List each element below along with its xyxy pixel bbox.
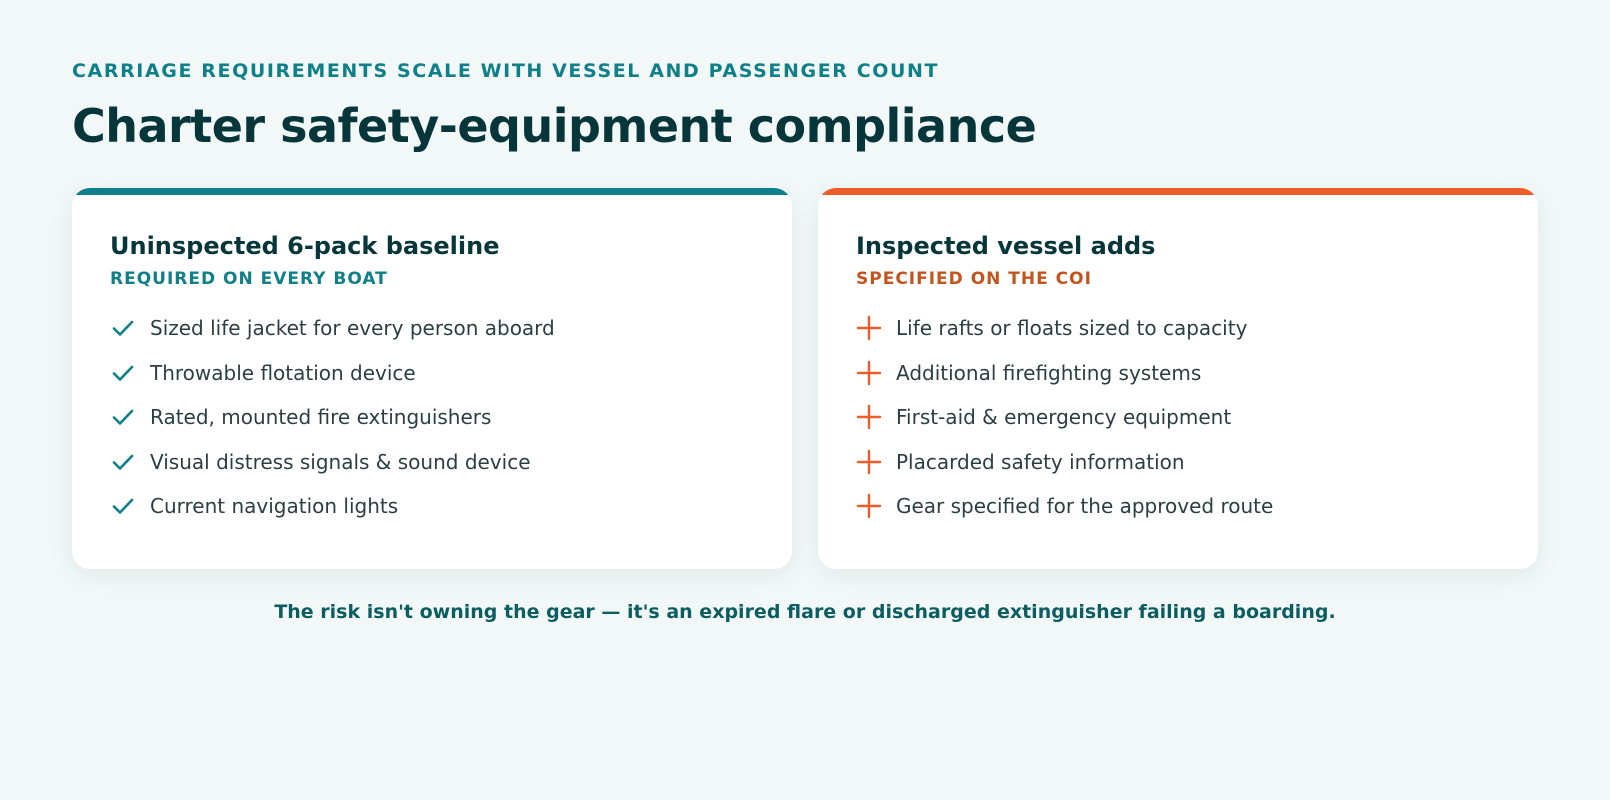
card-title: Inspected vessel adds xyxy=(856,232,1156,260)
list-item-text: Placarded safety information xyxy=(896,449,1185,474)
list-item xyxy=(856,484,1500,529)
check-icon xyxy=(110,449,136,475)
requirement-list xyxy=(856,306,1500,529)
list-item-text: Sized life jacket for every person aboard xyxy=(150,316,555,341)
card-inspected-adds xyxy=(818,188,1538,569)
list-item xyxy=(856,351,1500,396)
list-item-text: Additional firefighting systems xyxy=(896,360,1202,385)
plus-icon xyxy=(856,315,882,341)
check-icon xyxy=(110,360,136,386)
list-item xyxy=(110,484,754,529)
list-item-text: Current navigation lights xyxy=(150,494,399,519)
card-accent-bar xyxy=(72,188,792,195)
eyebrow-text: CARRIAGE REQUIREMENTS SCALE WITH VESSEL AND PASSENGER COUNT xyxy=(72,60,940,82)
list-item-text: Throwable flotation device xyxy=(150,360,416,385)
plus-icon xyxy=(856,360,882,386)
list-item-text: Rated, mounted fire extinguishers xyxy=(150,405,492,430)
card-title: Uninspected 6-pack baseline xyxy=(110,232,500,260)
check-icon xyxy=(110,315,136,341)
list-item xyxy=(856,306,1500,351)
plus-icon xyxy=(856,404,882,430)
list-item xyxy=(110,351,754,396)
card-uninspected-baseline xyxy=(72,188,792,569)
check-icon xyxy=(110,493,136,519)
list-item-text: Gear specified for the approved route xyxy=(896,494,1274,519)
list-item xyxy=(110,395,754,440)
check-icon xyxy=(110,404,136,430)
list-item xyxy=(110,440,754,485)
list-item-text: First-aid & emergency equipment xyxy=(896,405,1232,430)
plus-icon xyxy=(856,449,882,475)
card-subtitle: SPECIFIED ON THE COI xyxy=(856,269,1092,289)
plus-icon xyxy=(856,493,882,519)
list-item xyxy=(856,440,1500,485)
requirement-list xyxy=(110,306,754,529)
list-item xyxy=(856,395,1500,440)
list-item-text: Visual distress signals & sound device xyxy=(150,449,531,474)
cards-row xyxy=(72,188,1538,569)
page-title: Charter safety-equipment compliance xyxy=(72,99,1037,153)
list-item-text: Life rafts or floats sized to capacity xyxy=(896,316,1248,341)
card-accent-bar xyxy=(818,188,1538,195)
card-subtitle: REQUIRED ON EVERY BOAT xyxy=(110,269,388,289)
footnote-text: The risk isn't owning the gear — it's an expired flare or discharged extinguisher failing a boarding. xyxy=(274,601,1336,623)
list-item xyxy=(110,306,754,351)
